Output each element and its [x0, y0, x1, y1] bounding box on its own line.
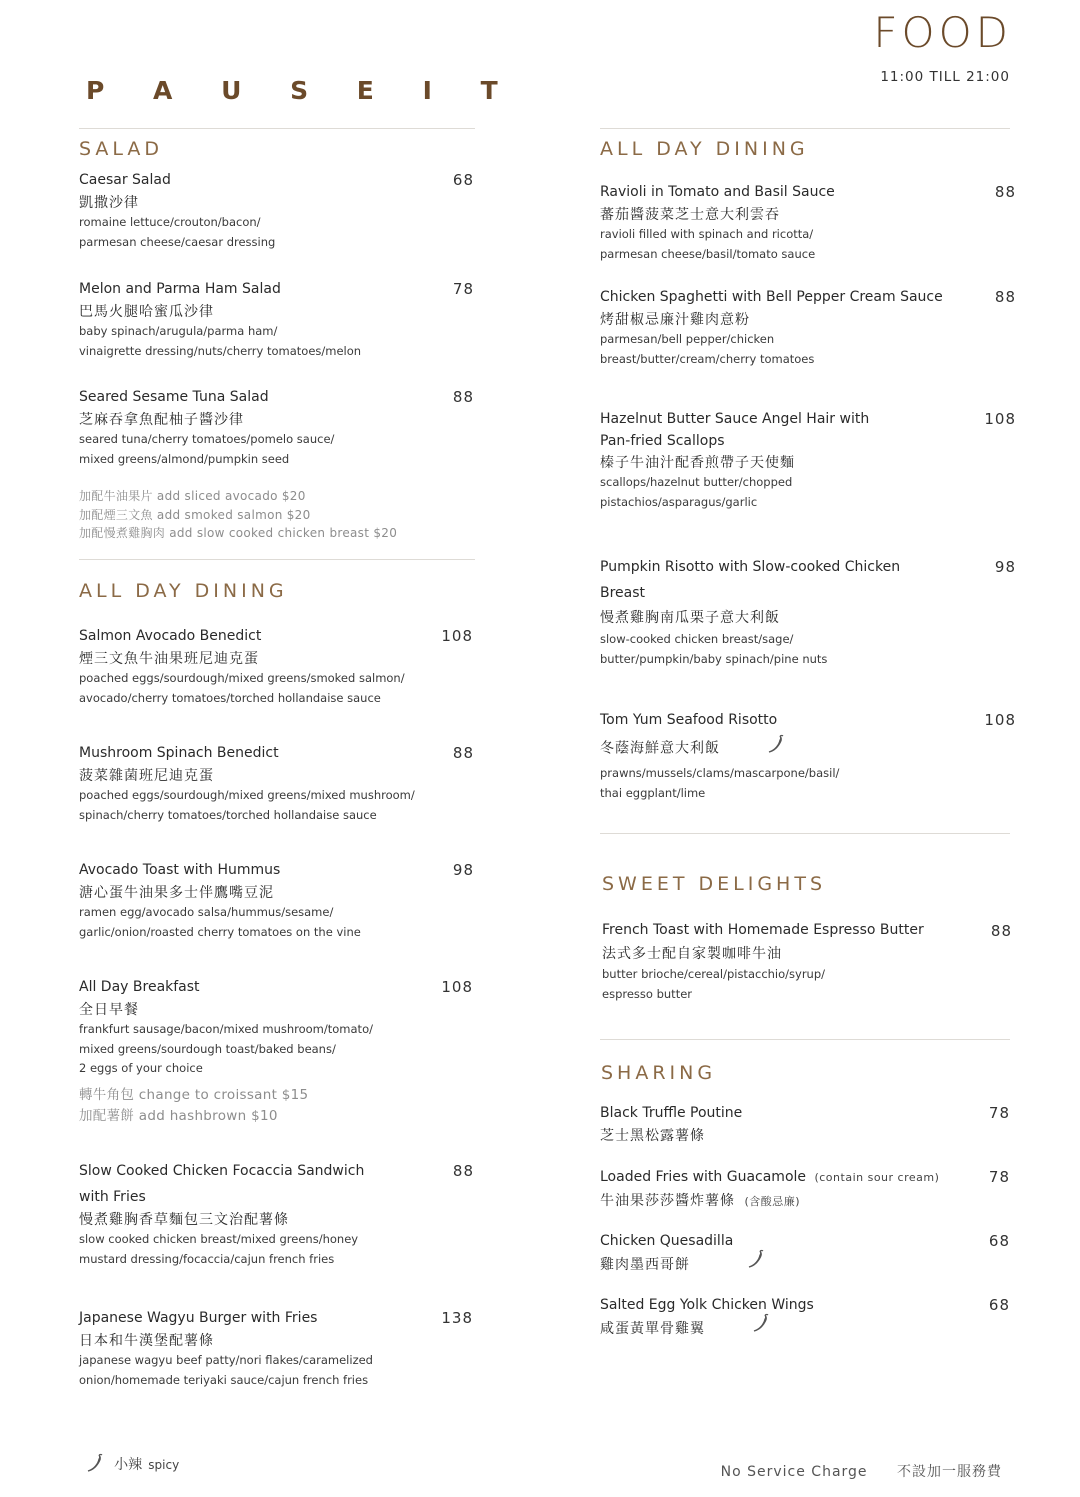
item-description: avocado/cherry tomatoes/torched hollandaise sauce: [79, 690, 381, 705]
item-price: 108: [984, 711, 1016, 729]
section-title-salad: SALAD: [79, 138, 164, 160]
item-name: Salmon Avocado Benedict: [79, 628, 262, 644]
chili-pepper-icon: [84, 1452, 106, 1478]
item-description: poached eggs/sourdough/mixed greens/mixed mushroom/: [79, 788, 415, 802]
chili-pepper-icon: [765, 733, 787, 764]
item-price: 108: [984, 410, 1016, 428]
item-description: thai eggplant/lime: [600, 785, 706, 800]
item-name-continued: Pan-fried Scallops: [600, 433, 725, 449]
menu-item: [600, 179, 1016, 264]
item-name: Chicken Spaghetti with Bell Pepper Cream Sauce: [600, 289, 943, 305]
addon-line: 加配薯餅 add hashbrown $10: [79, 1107, 278, 1124]
item-description: mixed greens/sourdough toast/baked beans/: [79, 1041, 336, 1056]
menu-item: [600, 284, 1016, 369]
item-description: romaine lettuce/crouton/bacon/: [79, 215, 261, 229]
addon-line: 加配牛油果片 add sliced avocado $20: [79, 489, 306, 503]
item-name-zh: 煙三文魚牛油果班尼迪克蛋: [79, 651, 259, 667]
item-name: Avocado Toast with Hummus: [79, 862, 281, 878]
spicy-legend: [84, 1452, 179, 1478]
page-title: FOOD: [873, 8, 1012, 57]
divider: [600, 128, 1010, 129]
addon-line: 轉牛角包 change to croissant $15: [79, 1086, 309, 1103]
item-name: Tom Yum Seafood Risotto: [600, 712, 778, 728]
menu-item: [79, 167, 475, 252]
item-description: ramen egg/avocado salsa/hummus/sesame/: [79, 905, 334, 919]
item-description: parmesan cheese/caesar dressing: [79, 234, 276, 249]
menu-item: [79, 276, 475, 361]
item-description: seared tuna/cherry tomatoes/pomelo sauce/: [79, 432, 335, 446]
item-price: 88: [994, 183, 1016, 201]
item-name-zh: 全日早餐: [79, 1002, 139, 1018]
item-name: Japanese Wagyu Burger with Fries: [79, 1310, 318, 1326]
section-title-sweet-delights: SWEET DELIGHTS: [602, 873, 827, 895]
item-description: baby spinach/arugula/parma ham/: [79, 324, 278, 338]
item-name-zh: [600, 1254, 1010, 1276]
item-name: Hazelnut Butter Sauce Angel Hair with: [600, 411, 870, 427]
item-description: spinach/cherry tomatoes/torched hollandaise sauce: [79, 807, 377, 822]
item-description: frankfurt sausage/bacon/mixed mushroom/tomato/: [79, 1022, 373, 1036]
chili-pepper-icon: [745, 1248, 767, 1276]
item-price: 78: [988, 1168, 1010, 1186]
section-title-sharing: SHARING: [601, 1062, 717, 1084]
menu-item: [600, 1292, 1010, 1340]
item-name: Salted Egg Yolk Chicken Wings: [600, 1297, 814, 1313]
menu-item: [600, 409, 1016, 512]
item-description: pistachios/asparagus/garlic: [600, 494, 758, 509]
menu-item: [600, 707, 1016, 803]
item-description: parmesan cheese/basil/tomato sauce: [600, 246, 816, 261]
item-name-zh: 慢煮雞胸南瓜栗子意大利飯: [600, 610, 780, 626]
divider: [600, 833, 1010, 834]
item-description: japanese wagyu beef patty/nori flakes/caramelized: [79, 1353, 373, 1367]
item-name-zh: 蕃茄醬菠菜芝士意大利雲吞: [600, 207, 780, 223]
item-price: 98: [994, 558, 1016, 576]
section-title-all-day-dining: ALL DAY DINING: [600, 138, 809, 160]
item-description: prawns/mussels/clams/mascarpone/basil/: [600, 766, 840, 780]
item-description: mustard dressing/focaccia/cajun french fries: [79, 1251, 335, 1266]
item-name-zh: 榛子牛油汁配香煎帶子天使麵: [600, 455, 795, 471]
item-description: butter brioche/cereal/pistacchio/syrup/: [602, 967, 826, 981]
item-description: ravioli filled with spinach and ricotta/: [600, 227, 814, 241]
item-description: garlic/onion/roasted cherry tomatoes on the vine: [79, 924, 361, 939]
item-name-continued: Breast: [600, 585, 646, 601]
item-name-continued: with Fries: [79, 1189, 146, 1205]
item-price: 88: [452, 1162, 474, 1180]
service-charge-zh: 不設加一服務費: [897, 1464, 1002, 1480]
item-name: Melon and Parma Ham Salad: [79, 281, 281, 297]
item-price: 108: [441, 978, 473, 996]
item-price: 138: [441, 1309, 473, 1327]
item-name-zh: [600, 1318, 1010, 1340]
section-title-all-day-dining: ALL DAY DINING: [79, 580, 288, 602]
divider: [79, 128, 475, 129]
item-name-zh-text: 冬蔭海鮮意大利飯: [600, 740, 720, 757]
spicy-legend-en: spicy: [148, 1457, 180, 1472]
menu-item: [600, 554, 1016, 669]
menu-item: [79, 1158, 475, 1269]
item-name-zh: 芝士黑松露薯條: [600, 1128, 705, 1144]
menu-item: [79, 974, 475, 1127]
item-name-zh-text: 咸蛋黃單骨雞翼: [600, 1321, 705, 1337]
service-charge-note: [721, 1461, 1002, 1481]
opening-hours: 11:00 TILL 21:00: [880, 69, 1010, 85]
item-description: parmesan/bell pepper/chicken: [600, 332, 775, 346]
brand-logo: P A U S E I T: [86, 76, 518, 105]
menu-item: [600, 1228, 1010, 1276]
menu-item: [600, 1164, 1010, 1212]
menu-item: [79, 857, 475, 942]
item-description: slow cooked chicken breast/mixed greens/honey: [79, 1232, 359, 1246]
item-description: mixed greens/almond/pumpkin seed: [79, 451, 290, 466]
item-name: Chicken Quesadilla: [600, 1233, 734, 1249]
item-name: Ravioli in Tomato and Basil Sauce: [600, 184, 835, 200]
item-name-zh: 慢煮雞胸香草麵包三文治配薯條: [79, 1212, 289, 1228]
service-charge-en: No Service Charge: [720, 1464, 868, 1480]
item-name-text: Loaded Fries with Guacamole: [600, 1169, 807, 1185]
item-price: 88: [452, 388, 474, 406]
item-name: French Toast with Homemade Espresso Butter: [602, 922, 924, 938]
item-price: 88: [994, 288, 1016, 306]
item-description: vinaigrette dressing/nuts/cherry tomatoes/melon: [79, 343, 362, 358]
divider: [79, 559, 475, 560]
divider: [600, 1039, 1010, 1040]
item-description: poached eggs/sourdough/mixed greens/smoked salmon/: [79, 671, 405, 685]
item-name: All Day Breakfast: [79, 979, 200, 995]
item-name-zh: 巴馬火腿哈蜜瓜沙律: [79, 304, 214, 320]
item-price: 78: [452, 280, 474, 298]
menu-item: [600, 1100, 1010, 1146]
chili-pepper-icon: [750, 1312, 772, 1340]
item-name: Mushroom Spinach Benedict: [79, 745, 279, 761]
menu-item: [79, 384, 475, 469]
item-description: breast/butter/cream/cherry tomatoes: [600, 351, 815, 366]
item-price: 68: [452, 171, 474, 189]
item-description: onion/homemade teriyaki sauce/cajun french fries: [79, 1372, 369, 1387]
item-price: 68: [988, 1296, 1010, 1314]
item-name: Caesar Salad: [79, 172, 171, 188]
item-name-zh: 芝麻吞拿魚配柚子醬沙律: [79, 412, 244, 428]
item-price: 88: [990, 922, 1012, 940]
item-name-zh: 凱撒沙律: [79, 195, 139, 211]
item-price: 68: [988, 1232, 1010, 1250]
item-description: 2 eggs of your choice: [79, 1061, 203, 1075]
spicy-legend-zh: 小辣: [114, 1456, 143, 1473]
item-price: 88: [452, 744, 474, 762]
item-name: Black Truffle Poutine: [600, 1105, 743, 1121]
salad-addons: [79, 487, 475, 543]
addon-line: 加配煙三文魚 add smoked salmon $20: [79, 507, 311, 522]
addon-line: 加配慢煮雞胸肉 add slow cooked chicken breast $20: [79, 526, 398, 540]
item-name-zh: 日本和牛漢堡配薯條: [79, 1333, 214, 1349]
item-name-zh: 法式多士配自家製咖啡牛油: [602, 946, 782, 962]
item-name-zh: [600, 1191, 1010, 1212]
menu-item: [79, 623, 475, 708]
item-name-zh: 烤甜椒忌廉汁雞肉意粉: [600, 312, 750, 328]
item-name: Seared Sesame Tuna Salad: [79, 389, 269, 405]
menu-item: [79, 1305, 475, 1390]
item-description: espresso butter: [602, 986, 693, 1001]
item-name: [600, 1164, 1010, 1191]
item-price: 78: [988, 1104, 1010, 1122]
item-name: Pumpkin Risotto with Slow-cooked Chicken: [600, 559, 901, 575]
item-name: Slow Cooked Chicken Focaccia Sandwich: [79, 1163, 365, 1179]
item-name-zh-text: 雞肉墨西哥餅: [600, 1257, 690, 1273]
item-description: butter/pumpkin/baby spinach/pine nuts: [600, 651, 828, 666]
item-description: slow-cooked chicken breast/sage/: [600, 632, 794, 646]
item-name-zh: [600, 733, 1016, 764]
menu-item: [79, 740, 475, 825]
item-name-zh: 溏心蛋牛油果多士伴鷹嘴豆泥: [79, 885, 274, 901]
item-note-zh: (含酸忌廉): [744, 1195, 801, 1208]
item-price: 98: [452, 861, 474, 879]
item-name-zh: 菠菜雜菌班尼迪克蛋: [79, 768, 214, 784]
item-note: (contain sour cream): [814, 1171, 940, 1184]
menu-item: [602, 917, 1016, 1004]
item-description: scallops/hazelnut butter/chopped: [600, 475, 793, 489]
item-price: 108: [441, 627, 473, 645]
item-name-zh-text: 牛油果莎莎醬炸薯條: [600, 1193, 735, 1209]
